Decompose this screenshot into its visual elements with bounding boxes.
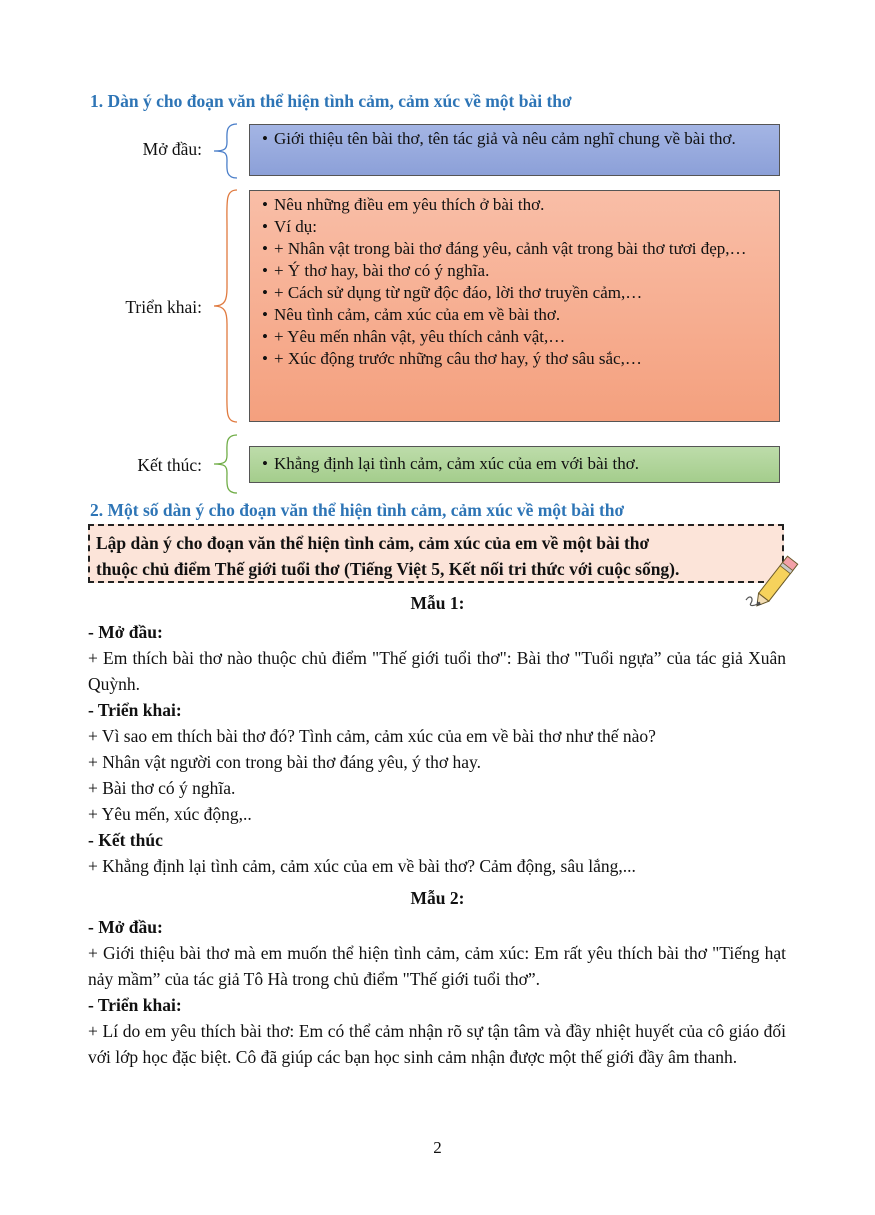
- outline-item: • + Nhân vật trong bài thơ đáng yêu, cảnh vật trong bài thơ tươi đẹp,…: [262, 239, 769, 260]
- mau-1-ket-thuc-heading: - Kết thúc: [88, 830, 163, 850]
- trien-khai-label: Triển khai:: [125, 297, 202, 317]
- outline-item: • + Cách sử dụng từ ngữ độc đáo, lời thơ truyền cảm,…: [262, 283, 769, 304]
- mau-1-trien-khai-line: + Bài thơ có ý nghĩa.: [88, 778, 236, 798]
- ket-thuc-list: [262, 454, 769, 475]
- page-number: 2: [433, 1138, 442, 1157]
- outline-item: • Ví dụ:: [262, 217, 769, 238]
- mau-1-mo-dau-text: + Em thích bài thơ nào thuộc chủ điểm "Thế giới tuổi thơ": Bài thơ "Tuổi ngựa” của tác giả Xuân Quỳnh.: [88, 648, 786, 694]
- mo-dau-list: [262, 129, 769, 150]
- mau-2-mo-dau-heading: - Mở đầu:: [88, 917, 163, 937]
- outline-item: • Nêu tình cảm, cảm xúc của em về bài thơ.: [262, 305, 769, 326]
- mau-1-trien-khai-heading: - Triển khai:: [88, 700, 182, 720]
- mau-2-trien-khai-text: + Lí do em yêu thích bài thơ: Em có thể cảm nhận rõ sự tận tâm và đầy nhiệt huyết của cô giáo đối với lớp học đặc biệt. Cô đã giúp các bạn học sinh cảm nhận được một thế giới đầy âm thanh.: [88, 1021, 786, 1067]
- mo-dau-label: Mở đầu:: [142, 139, 202, 159]
- ket-thuc-label: Kết thúc:: [137, 455, 202, 475]
- outline-item: • Khẳng định lại tình cảm, cảm xúc của em với bài thơ.: [262, 454, 769, 475]
- outline-item: • + Ý thơ hay, bài thơ có ý nghĩa.: [262, 261, 769, 282]
- mau-2-mo-dau-text: + Giới thiệu bài thơ mà em muốn thể hiện tình cảm, cảm xúc: Em rất yêu thích bài thơ "Tiếng hạt nảy mầm” của tác giả Tô Hà trong chủ điểm "Thế giới tuổi thơ”.: [88, 943, 786, 989]
- outline-item: • Giới thiệu tên bài thơ, tên tác giả và nêu cảm nghĩ chung về bài thơ.: [262, 129, 769, 150]
- task-line-2: thuộc chủ điểm Thế giới tuổi thơ (Tiếng Việt 5, Kết nối tri thức với cuộc sống).: [96, 559, 680, 579]
- mo-dau-box: [249, 124, 780, 176]
- mau-2-trien-khai-heading: - Triển khai:: [88, 995, 182, 1015]
- mau-1-trien-khai-line: + Vì sao em thích bài thơ đó? Tình cảm, cảm xúc của em về bài thơ như thế nào?: [88, 726, 656, 746]
- mau-2-title: Mẫu 2:: [410, 888, 465, 908]
- outline-item: • + Yêu mến nhân vật, yêu thích cảnh vật,…: [262, 327, 769, 348]
- brace-ket-thuc: [210, 433, 240, 495]
- task-box: [88, 524, 784, 583]
- mau-1-mo-dau-heading: - Mở đầu:: [88, 622, 163, 642]
- outline-item: • + Xúc động trước những câu thơ hay, ý thơ sâu sắc,…: [262, 349, 769, 370]
- mau-1-trien-khai-line: + Nhân vật người con trong bài thơ đáng yêu, ý thơ hay.: [88, 752, 481, 772]
- section-2-heading: 2. Một số dàn ý cho đoạn văn thể hiện tình cảm, cảm xúc về một bài thơ: [90, 500, 625, 520]
- mau-2-body: [88, 914, 786, 1070]
- section-1-heading: 1. Dàn ý cho đoạn văn thể hiện tình cảm, cảm xúc về một bài thơ: [90, 91, 572, 111]
- mau-1-title: Mẫu 1:: [410, 593, 465, 613]
- mau-1-trien-khai-line: + Yêu mến, xúc động,..: [88, 804, 252, 824]
- outline-item: • Nêu những điều em yêu thích ở bài thơ.: [262, 195, 769, 216]
- brace-trien-khai: [210, 188, 240, 424]
- ket-thuc-box: [249, 446, 780, 483]
- task-line-1: Lập dàn ý cho đoạn văn thể hiện tình cảm, cảm xúc của em về một bài thơ: [96, 533, 650, 553]
- brace-mo-dau: [210, 122, 240, 180]
- trien-khai-list: [262, 195, 769, 370]
- mau-1-body: [88, 619, 786, 879]
- mau-1-ket-thuc-text: + Khẳng định lại tình cảm, cảm xúc của em về bài thơ? Cảm động, sâu lắng,...: [88, 856, 636, 876]
- trien-khai-box: [249, 190, 780, 422]
